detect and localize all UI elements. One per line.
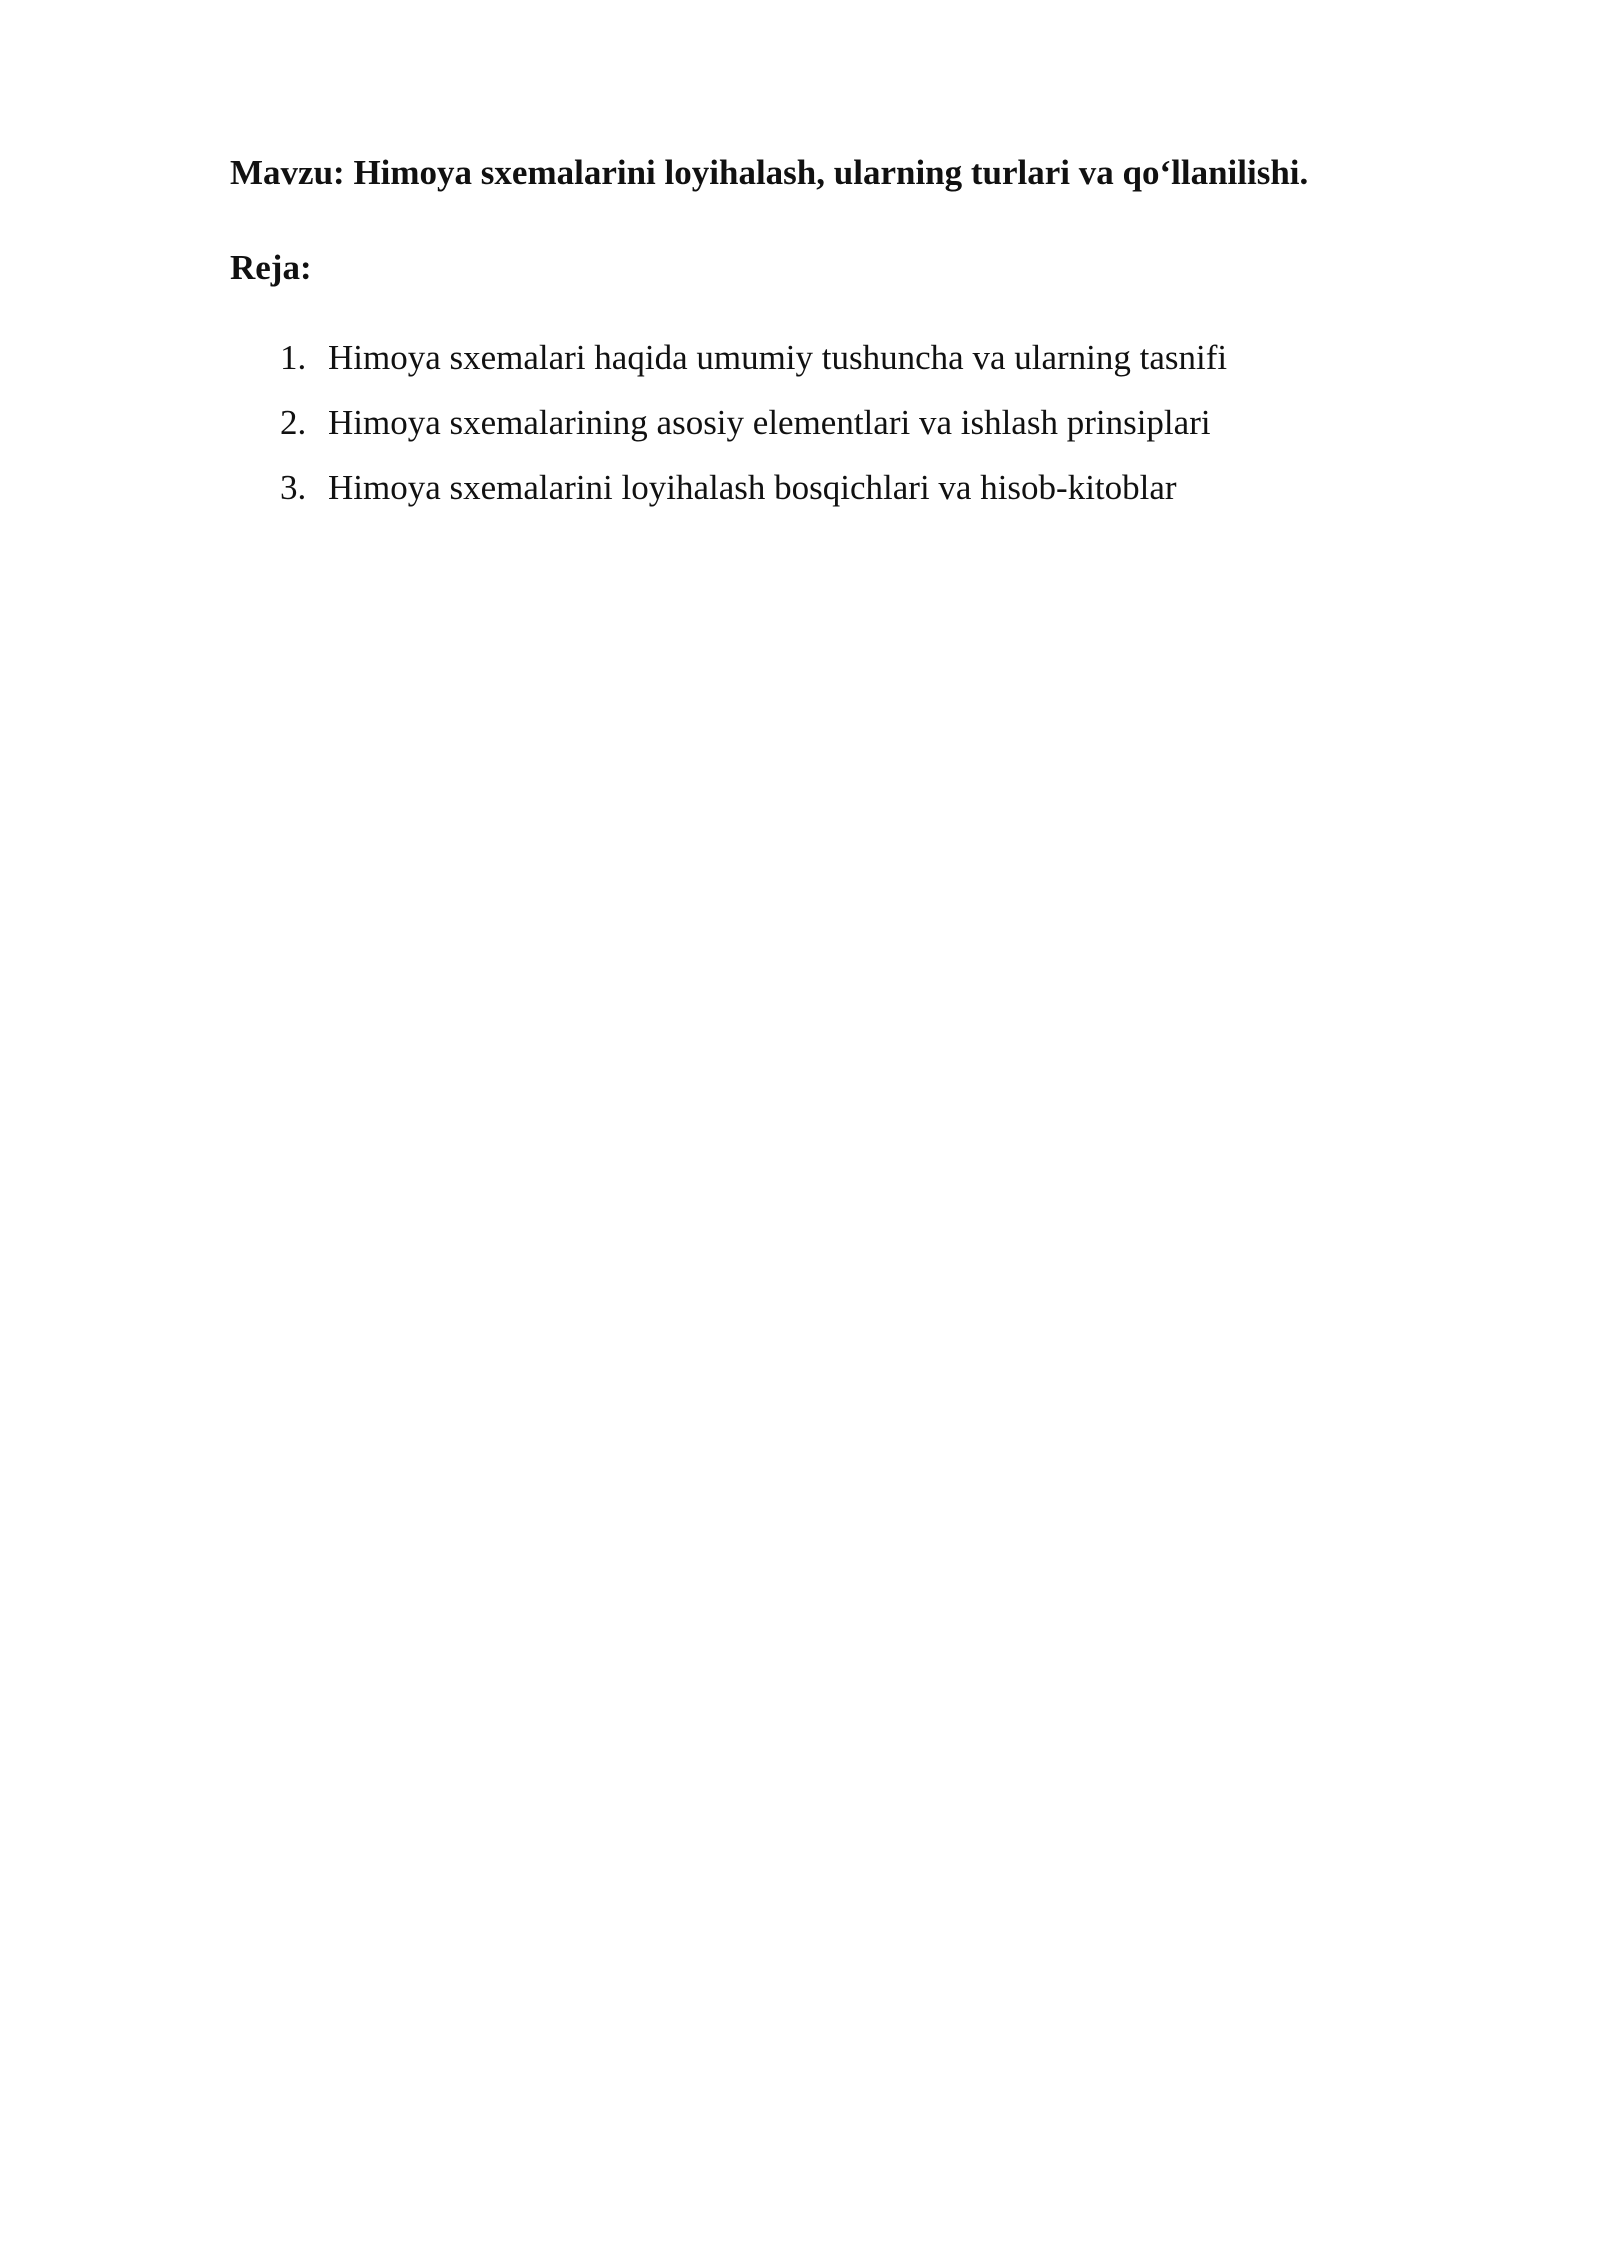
plan-item-number: 1. xyxy=(280,338,307,377)
plan-item-2 xyxy=(230,400,1227,465)
plan-item-3 xyxy=(230,465,1227,530)
plan-list xyxy=(230,335,1227,530)
plan-item-number: 3. xyxy=(280,468,307,507)
plan-item-text: Himoya sxemalari haqida umumiy tushuncha va ularning tasnifi xyxy=(328,338,1228,377)
plan-heading: Reja: xyxy=(230,248,312,287)
plan-item-number: 2. xyxy=(280,403,307,442)
plan-item-text: Himoya sxemalarini loyihalash bosqichlari va hisob-kitoblar xyxy=(328,468,1177,507)
plan-item-1 xyxy=(230,335,1227,400)
document-title: Mavzu: Himoya sxemalarini loyihalash, ularning turlari va qo‘llanilishi. xyxy=(230,153,1309,192)
plan-item-text: Himoya sxemalarining asosiy elementlari va ishlash prinsiplari xyxy=(328,403,1211,442)
